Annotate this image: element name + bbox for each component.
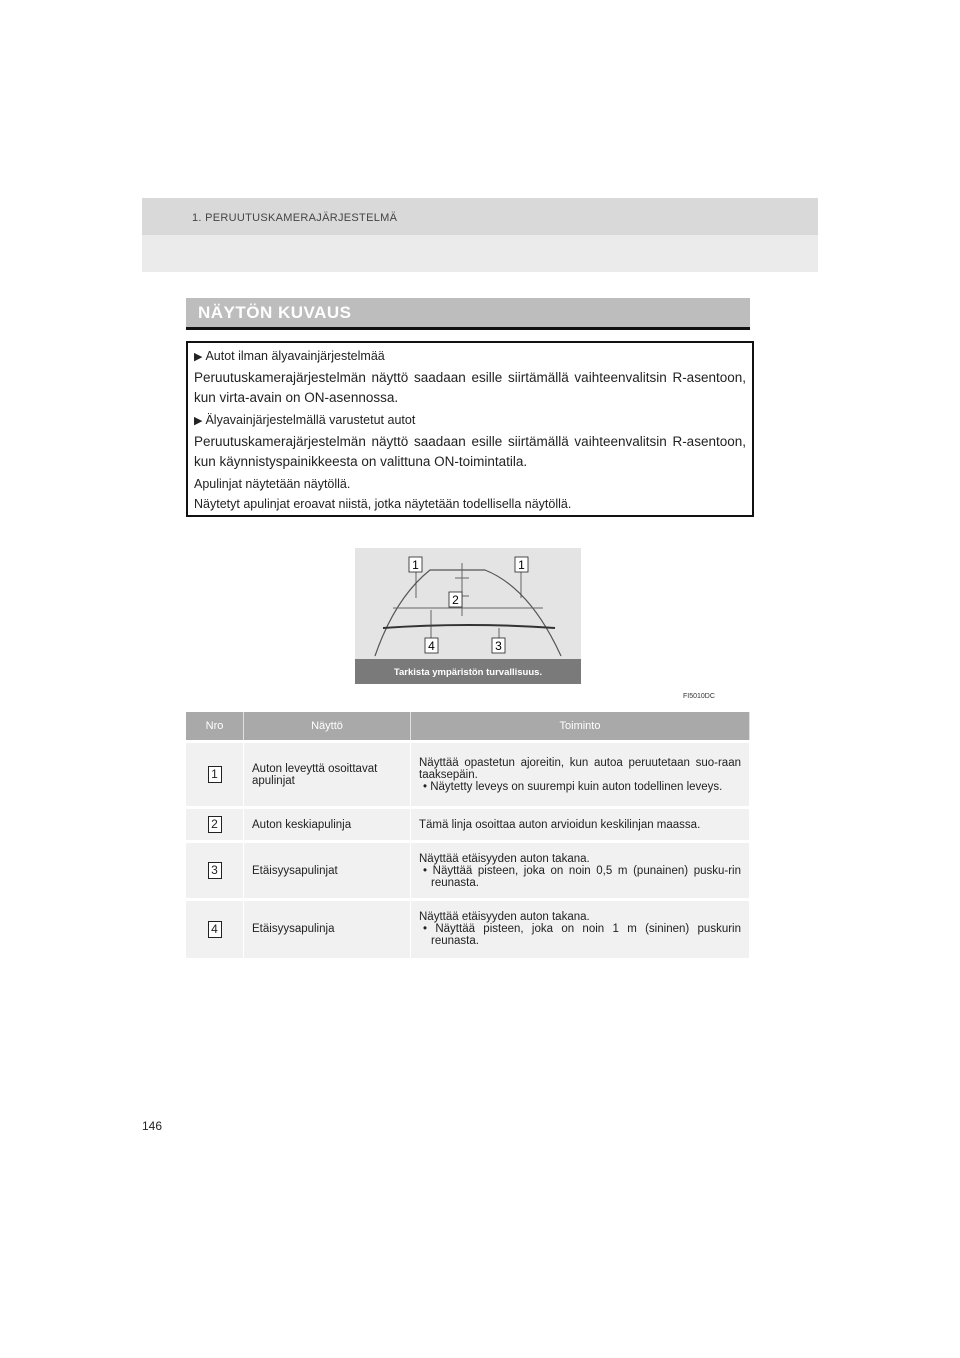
figure-label-3: 3 bbox=[495, 639, 502, 653]
figure-footer-text: Tarkista ympäristön turvallisuus. bbox=[355, 659, 581, 684]
row-name: Auton leveyttä osoittavat apulinjat bbox=[244, 742, 411, 808]
table-header-row bbox=[186, 712, 750, 742]
figure-label-1b: 1 bbox=[518, 558, 525, 572]
table-row bbox=[186, 900, 750, 958]
page-number: 146 bbox=[142, 1119, 163, 1133]
info-text-1: Peruutuskamerajärjestelmän näyttö saadaan esille siirtämällä vaihteenvalitsin R-asentoon, kun virta-avain on ON-asennossa. bbox=[194, 370, 746, 405]
header-band-top bbox=[142, 198, 818, 235]
row-name: Auton keskiapulinja bbox=[244, 808, 411, 842]
camera-display-figure bbox=[355, 548, 581, 684]
guide-lines-diagram bbox=[355, 548, 581, 659]
table-row bbox=[186, 842, 750, 900]
table-row bbox=[186, 742, 750, 808]
row-desc: Tämä linja osoittaa auton arvioidun keskilinjan maassa. bbox=[419, 818, 701, 831]
row-name: Etäisyysapulinjat bbox=[244, 842, 411, 900]
row-desc: Näyttää etäisyyden auton takana. bbox=[419, 911, 590, 924]
table-row bbox=[186, 808, 750, 842]
info-heading-2: ▶ Älyavainjärjestelmällä varustetut autot bbox=[194, 413, 416, 427]
header-toiminto: Toiminto bbox=[411, 712, 750, 742]
figure-code: FI5010DC bbox=[683, 693, 715, 700]
figure-label-4: 4 bbox=[428, 639, 435, 653]
info-heading-1: ▶ Autot ilman älyavainjärjestelmää bbox=[194, 349, 385, 363]
row-number: 4 bbox=[208, 921, 222, 938]
row-desc: Näyttää opastetun ajoreitin, kun autoa peruutetaan suo-raan taaksepäin. bbox=[419, 756, 741, 781]
row-bullet: • Näyttää pisteen, joka on noin 0,5 m (punainen) pusku-rin reunasta. bbox=[423, 864, 741, 889]
info-box bbox=[186, 341, 754, 517]
section-title: NÄYTÖN KUVAUS bbox=[198, 303, 352, 322]
description-table bbox=[186, 712, 750, 958]
info-note-2: Näytetyt apulinjat eroavat niistä, jotka näytetään todellisella näytöllä. bbox=[194, 497, 572, 511]
row-desc: Näyttää etäisyyden auton takana. bbox=[419, 852, 590, 865]
info-text-2: Peruutuskamerajärjestelmän näyttö saadaan esille siirtämällä vaihteenvalitsin R-asentoon, kun käynnistyspainikkeesta on valittuna ON-toimintatila. bbox=[194, 434, 746, 469]
row-number: 2 bbox=[208, 816, 222, 833]
row-number: 3 bbox=[208, 862, 222, 879]
row-bullet: • Näytetty leveys on suurempi kuin auton todellinen leveys. bbox=[423, 780, 723, 793]
info-note-1: Apulinjat näytetään näytöllä. bbox=[194, 477, 351, 491]
header-naytto: Näyttö bbox=[244, 712, 411, 742]
arrow-right-icon: ▶ bbox=[194, 351, 203, 363]
row-bullet: • Näyttää pisteen, joka on noin 1 m (sininen) puskurin reunasta. bbox=[423, 923, 741, 948]
header-nro: Nro bbox=[186, 712, 244, 742]
row-number: 1 bbox=[208, 766, 222, 783]
header-band bbox=[142, 198, 818, 272]
figure-label-2: 2 bbox=[452, 593, 459, 607]
row-name: Etäisyysapulinja bbox=[244, 900, 411, 958]
arrow-right-icon: ▶ bbox=[194, 415, 203, 427]
chapter-title: 1. PERUUTUSKAMERAJÄRJESTELMÄ bbox=[192, 212, 398, 224]
section-title-box bbox=[186, 298, 750, 330]
figure-label-1a: 1 bbox=[412, 558, 419, 572]
